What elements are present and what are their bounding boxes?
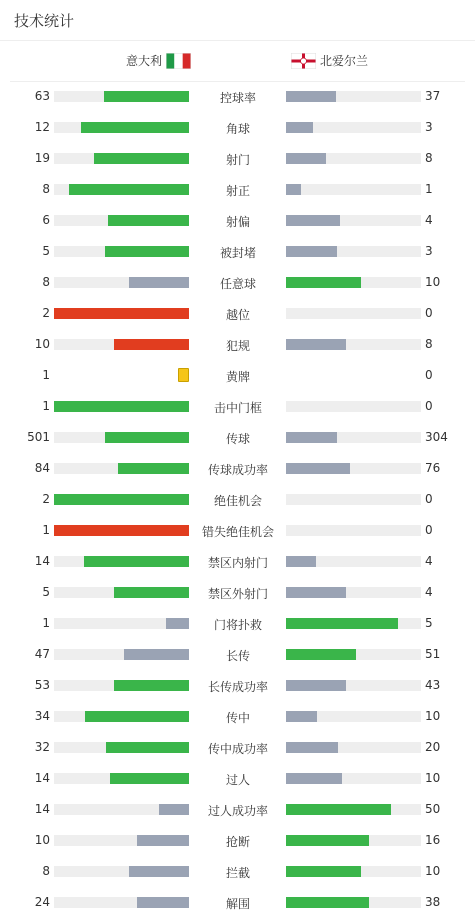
home-bar-track xyxy=(54,711,189,722)
home-bar-fill xyxy=(118,463,189,474)
away-bar-fill xyxy=(286,463,350,474)
away-value: 0 xyxy=(425,492,433,506)
away-bar-track xyxy=(286,122,421,133)
stat-label: 角球 xyxy=(225,122,250,136)
home-bar-track xyxy=(54,184,189,195)
away-bar-fill xyxy=(286,680,346,691)
stat-row xyxy=(0,205,475,236)
away-bar-track xyxy=(286,525,421,536)
home-bar-track xyxy=(54,91,189,102)
away-value: 37 xyxy=(425,89,441,103)
stat-row xyxy=(0,422,475,453)
home-bar-track xyxy=(54,835,189,846)
home-value: 8 xyxy=(42,864,50,878)
away-value: 3 xyxy=(425,244,433,258)
stat-label: 控球率 xyxy=(219,91,256,105)
stat-row xyxy=(0,236,475,267)
away-value: 0 xyxy=(425,399,433,413)
stat-label: 传球成功率 xyxy=(207,463,268,477)
away-bar-fill xyxy=(286,649,356,660)
home-value: 84 xyxy=(34,461,50,475)
home-bar-track xyxy=(54,339,189,350)
stat-label: 射门 xyxy=(225,153,250,167)
stat-label: 长传成功率 xyxy=(207,680,268,694)
stat-label: 长传 xyxy=(225,649,250,663)
away-bar-track xyxy=(286,680,421,691)
home-bar-fill xyxy=(105,246,189,257)
away-bar-fill xyxy=(286,866,361,877)
stat-row xyxy=(0,856,475,887)
home-bar-track xyxy=(54,773,189,784)
stat-row xyxy=(0,360,475,391)
home-bar-fill xyxy=(81,122,189,133)
away-bar-fill xyxy=(286,246,337,257)
stat-row xyxy=(0,484,475,515)
home-bar-track xyxy=(54,680,189,691)
stat-label: 解围 xyxy=(225,897,250,911)
home-value: 1 xyxy=(42,368,50,382)
away-bar-track xyxy=(286,742,421,753)
away-value: 76 xyxy=(425,461,441,475)
away-bar-fill xyxy=(286,742,338,753)
home-bar-track xyxy=(54,432,189,443)
home-bar-fill xyxy=(137,897,189,908)
home-bar-fill xyxy=(105,432,189,443)
home-bar-fill xyxy=(106,742,189,753)
home-bar-fill xyxy=(54,494,189,505)
away-bar-track xyxy=(286,246,421,257)
away-team-name: 北爱尔兰 xyxy=(320,54,369,68)
home-bar-fill xyxy=(137,835,189,846)
home-value: 2 xyxy=(42,306,50,320)
stat-label: 门将扑救 xyxy=(213,618,262,632)
home-bar-fill xyxy=(166,618,189,629)
stat-label: 禁区内射门 xyxy=(207,556,268,570)
stat-row xyxy=(0,887,475,918)
stat-row xyxy=(0,267,475,298)
home-value: 8 xyxy=(42,275,50,289)
away-bar-track xyxy=(286,463,421,474)
stat-row xyxy=(0,81,475,112)
stat-row xyxy=(0,546,475,577)
home-bar-fill xyxy=(129,277,189,288)
stat-label: 抢断 xyxy=(225,835,250,849)
stat-row xyxy=(0,453,475,484)
home-value: 10 xyxy=(34,833,50,847)
home-bar-fill xyxy=(114,680,189,691)
home-bar-track xyxy=(54,556,189,567)
home-bar-fill xyxy=(69,184,189,195)
away-value: 0 xyxy=(425,523,433,537)
stat-row xyxy=(0,825,475,856)
away-value: 4 xyxy=(425,554,433,568)
away-bar-fill xyxy=(286,432,337,443)
home-value: 10 xyxy=(34,337,50,351)
home-bar-fill xyxy=(124,649,189,660)
stat-row xyxy=(0,701,475,732)
home-bar-track xyxy=(54,804,189,815)
away-bar-track xyxy=(286,618,421,629)
home-bar-fill xyxy=(129,866,189,877)
stat-label: 犯规 xyxy=(225,339,250,353)
home-value: 32 xyxy=(34,740,50,754)
home-value: 63 xyxy=(34,89,50,103)
home-bar-fill xyxy=(84,556,189,567)
stat-label: 被封堵 xyxy=(219,246,256,260)
stat-row xyxy=(0,639,475,670)
away-value: 0 xyxy=(425,306,433,320)
home-value: 53 xyxy=(34,678,50,692)
away-bar-track xyxy=(286,773,421,784)
away-bar-track xyxy=(286,184,421,195)
home-bar-track xyxy=(54,401,189,412)
stat-row xyxy=(0,515,475,546)
home-value: 34 xyxy=(34,709,50,723)
stat-label: 传球 xyxy=(225,432,250,446)
stat-row xyxy=(0,732,475,763)
stats-header xyxy=(0,0,475,41)
home-value: 14 xyxy=(34,554,50,568)
away-bar-track xyxy=(286,556,421,567)
home-value: 1 xyxy=(42,523,50,537)
stat-label: 错失绝佳机会 xyxy=(201,525,274,539)
stat-label: 传中 xyxy=(225,711,250,725)
away-value: 16 xyxy=(425,833,441,847)
home-bar-track xyxy=(54,494,189,505)
home-bar-fill xyxy=(108,215,189,226)
home-bar-fill xyxy=(114,339,189,350)
away-value: 50 xyxy=(425,802,441,816)
home-bar-track xyxy=(54,277,189,288)
italy-flag-icon xyxy=(166,53,191,69)
away-bar-fill xyxy=(286,215,340,226)
stat-row xyxy=(0,112,475,143)
home-value: 8 xyxy=(42,182,50,196)
home-value: 14 xyxy=(34,802,50,816)
home-team-name: 意大利 xyxy=(125,54,162,68)
home-bar-fill xyxy=(110,773,189,784)
home-bar-track xyxy=(54,649,189,660)
home-bar-fill xyxy=(54,401,189,412)
stat-row xyxy=(0,174,475,205)
away-value: 8 xyxy=(425,337,433,351)
away-bar-track xyxy=(286,91,421,102)
away-value: 20 xyxy=(425,740,441,754)
stat-label: 射偏 xyxy=(225,215,250,229)
away-bar-fill xyxy=(286,804,391,815)
home-bar-track xyxy=(54,618,189,629)
away-bar-fill xyxy=(286,897,369,908)
stat-row xyxy=(0,298,475,329)
stat-row xyxy=(0,794,475,825)
stat-label: 绝佳机会 xyxy=(213,494,262,508)
away-bar-fill xyxy=(286,277,361,288)
home-bar-track xyxy=(54,742,189,753)
home-value: 24 xyxy=(34,895,50,909)
away-value: 4 xyxy=(425,213,433,227)
away-bar-fill xyxy=(286,122,313,133)
home-bar-track xyxy=(54,587,189,598)
home-value: 19 xyxy=(34,151,50,165)
stat-label: 过人成功率 xyxy=(207,804,268,818)
stat-row xyxy=(0,577,475,608)
away-bar-fill xyxy=(286,773,342,784)
home-bar-fill xyxy=(104,91,189,102)
home-bar-track xyxy=(54,897,189,908)
stat-label: 传中成功率 xyxy=(207,742,268,756)
stat-row xyxy=(0,763,475,794)
home-bar-track xyxy=(54,308,189,319)
away-bar-track xyxy=(286,215,421,226)
away-bar-track xyxy=(286,804,421,815)
home-bar-track xyxy=(54,215,189,226)
home-value: 12 xyxy=(34,120,50,134)
away-bar-track xyxy=(286,494,421,505)
away-bar-fill xyxy=(286,91,336,102)
stat-label: 过人 xyxy=(225,773,250,787)
home-bar-fill xyxy=(85,711,189,722)
home-bar-fill xyxy=(54,525,189,536)
away-value: 38 xyxy=(425,895,441,909)
home-bar-fill xyxy=(94,153,189,164)
home-value: 501 xyxy=(27,430,50,444)
yellow-card-icon xyxy=(178,368,189,382)
away-bar-track xyxy=(286,897,421,908)
home-value: 1 xyxy=(42,399,50,413)
away-value: 0 xyxy=(425,368,433,382)
stat-label: 射正 xyxy=(225,184,250,198)
home-team xyxy=(126,52,191,69)
away-value: 10 xyxy=(425,709,441,723)
away-bar-track xyxy=(286,835,421,846)
away-bar-fill xyxy=(286,711,317,722)
stat-label: 击中门框 xyxy=(213,401,262,415)
home-value: 5 xyxy=(42,585,50,599)
away-value: 10 xyxy=(425,771,441,785)
stat-label: 黄牌 xyxy=(225,370,250,384)
home-value: 6 xyxy=(42,213,50,227)
away-bar-track xyxy=(286,308,421,319)
teams-bar xyxy=(10,41,465,82)
away-bar-fill xyxy=(286,184,301,195)
away-bar-fill xyxy=(286,339,346,350)
away-value: 10 xyxy=(425,864,441,878)
away-value: 4 xyxy=(425,585,433,599)
home-bar-fill xyxy=(54,308,189,319)
away-bar-track xyxy=(286,432,421,443)
home-bar-track xyxy=(54,122,189,133)
away-value: 1 xyxy=(425,182,433,196)
away-bar-track xyxy=(286,277,421,288)
away-bar-track xyxy=(286,339,421,350)
stat-row xyxy=(0,391,475,422)
stat-row xyxy=(0,329,475,360)
home-bar-fill xyxy=(114,587,189,598)
away-value: 8 xyxy=(425,151,433,165)
home-value: 5 xyxy=(42,244,50,258)
away-team xyxy=(291,52,368,69)
away-value: 3 xyxy=(425,120,433,134)
stat-row xyxy=(0,670,475,701)
home-value: 47 xyxy=(34,647,50,661)
away-bar-fill xyxy=(286,556,316,567)
stat-label: 越位 xyxy=(225,308,250,322)
away-value: 10 xyxy=(425,275,441,289)
away-bar-fill xyxy=(286,153,326,164)
away-bar-fill xyxy=(286,835,369,846)
stat-row xyxy=(0,608,475,639)
home-bar-track xyxy=(54,153,189,164)
home-bar-track xyxy=(54,463,189,474)
away-bar-track xyxy=(286,649,421,660)
away-value: 5 xyxy=(425,616,433,630)
home-bar-fill xyxy=(159,804,189,815)
home-value: 1 xyxy=(42,616,50,630)
home-value: 14 xyxy=(34,771,50,785)
stat-row xyxy=(0,143,475,174)
northern-ireland-flag-icon xyxy=(291,53,316,69)
away-bar-fill xyxy=(286,618,398,629)
away-value: 304 xyxy=(425,430,448,444)
away-bar-track xyxy=(286,587,421,598)
away-value: 43 xyxy=(425,678,441,692)
stat-label: 禁区外射门 xyxy=(207,587,268,601)
away-bar-track xyxy=(286,711,421,722)
away-bar-track xyxy=(286,153,421,164)
stat-label: 拦截 xyxy=(225,866,250,880)
home-bar-track xyxy=(54,866,189,877)
away-value: 51 xyxy=(425,647,441,661)
home-bar-track xyxy=(54,525,189,536)
home-bar-track xyxy=(54,246,189,257)
away-bar-track xyxy=(286,866,421,877)
away-bar-fill xyxy=(286,587,346,598)
home-value: 2 xyxy=(42,492,50,506)
stat-label: 任意球 xyxy=(219,277,256,291)
stats-list xyxy=(0,81,475,918)
away-bar-track xyxy=(286,401,421,412)
page-title: 技术统计 xyxy=(14,12,75,30)
